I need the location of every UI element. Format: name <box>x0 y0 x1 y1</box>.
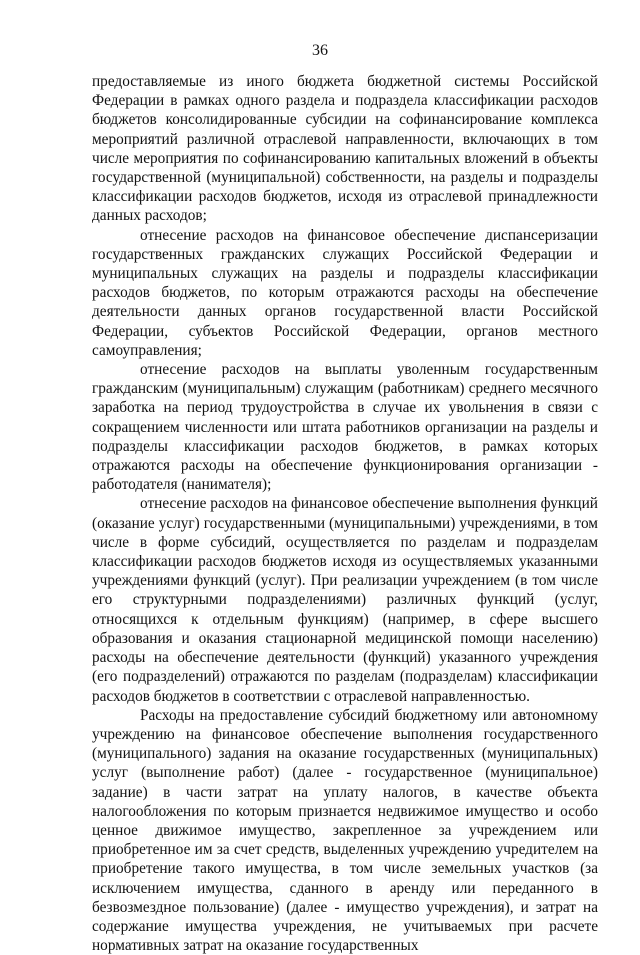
paragraph: отнесение расходов на финансовое обеспечение выполнения функций (оказание услуг) государственными (муниципальными) учреждениями, в том числе в форме субсидий, осуществляется по разделам и подразделам классификации расходов бюджетов исходя из осуществляемых указанными учреждениями функций (услуг). При реализации учреждением (в том числе его структурными подразделениями) различных функций (услуг, относящихся к отдельным функциям) (например, в сфере высшего образования и оказания стационарной медицинской помощи населению) расходы на обеспечение деятельности (функций) указанного учреждения (его подразделений) отражаются по разделам (подразделам) классификации расходов бюджетов в соответствии с отраслевой направленностью. <box>92 495 598 705</box>
paragraph: предоставляемые из иного бюджета бюджетной системы Российской Федерации в рамках одного раздела и подраздела классификации расходов бюджетов консолидированные субсидии на софинансирование комплекса мероприятий различной отраслевой направленности, включающих в том числе мероприятия по софинансированию капитальных вложений в объекты государственной (муниципальной) собственности, на разделы и подразделы классификации расходов бюджетов, исходя из отраслевой принадлежности данных расходов; <box>92 73 598 225</box>
page-number: 36 <box>312 42 328 59</box>
document-body <box>92 72 598 955</box>
paragraph: отнесение расходов на финансовое обеспечение диспансеризации государственных гражданских служащих Российской Федерации и муниципальных служащих на разделы и подразделы классификации расходов бюджетов, по которым отражаются расходы на обеспечение деятельности данных органов государственной власти Российской Федерации, субъектов Российской Федерации, органов местного самоуправления; <box>92 226 598 359</box>
paragraph: отнесение расходов на выплаты уволенным государственным гражданским (муниципальным) служащим (работникам) среднего месячного заработка на период трудоустройства в случае их увольнения в связи с сокращением численности или штата работников организации на разделы и подразделы классификации расходов бюджетов, в рамках которых отражаются расходы на обеспечение функционирования организации - работодателя (нанимателя); <box>92 361 598 494</box>
paragraph: Расходы на предоставление субсидий бюджетному или автономному учреждению на финансовое обеспечение выполнения государственного (муниципального) задания на оказание государственных (муниципальных) услуг (выполнение работ) (далее - государственное (муниципальное) задание) в части затрат на уплату налогов, в качестве объекта налогообложения по которым признается недвижимое имущество и особо ценное движимое имущество, закрепленное за учреждением или приобретенное им за счет средств, выделенных учреждению учредителем на приобретение такого имущества, в том числе земельных участков (за исключением имущества, сданного в аренду или переданного в безвозмездное пользование) (далее - имущество учреждения), и затрат на содержание имущества учреждения, не учитываемых при расчете нормативных затрат на оказание государственных <box>92 706 598 955</box>
